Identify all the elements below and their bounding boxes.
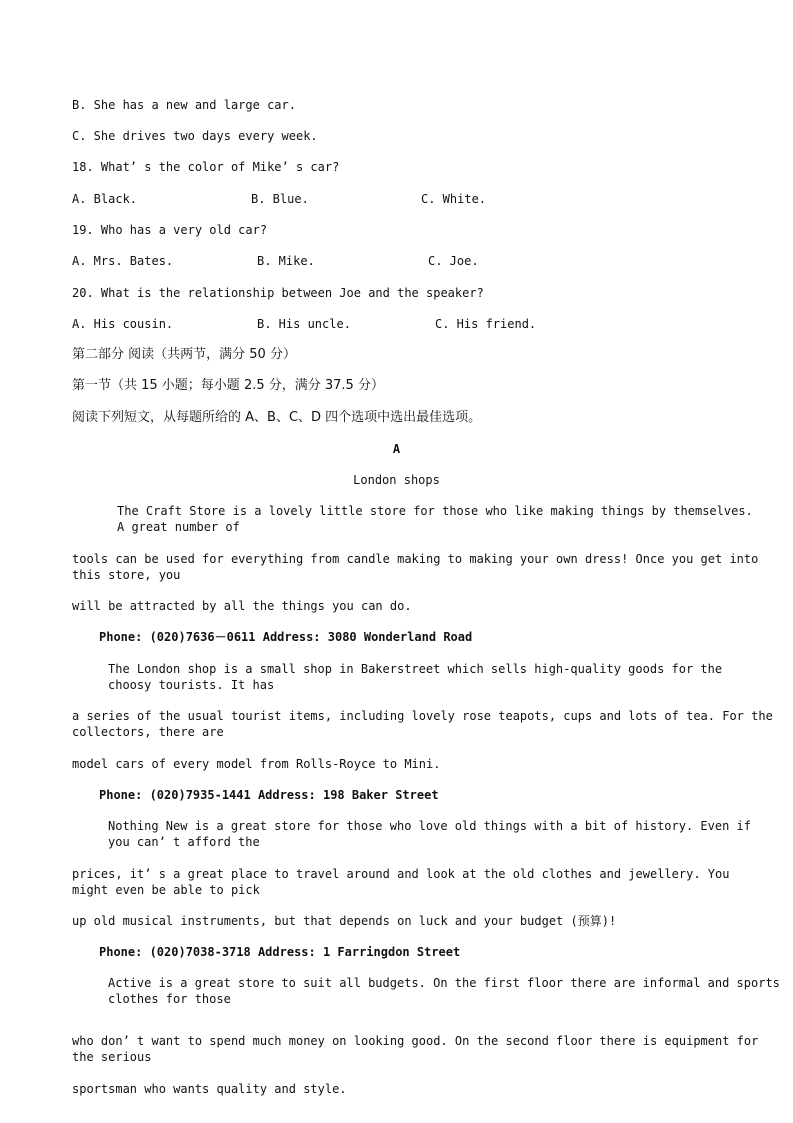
shop-2-paragraph-first: The London shop is a small shop in Bakerstreet which sells high-quality goods for the choosy tourists. It has xyxy=(108,662,723,692)
shop-1-paragraph-third: will be attracted by all the things you can do. xyxy=(72,599,412,613)
q19-option-c: C. Joe. xyxy=(428,254,479,268)
shop-3-paragraph-second: prices, it’ s a great place to travel around and look at the old clothes and jewellery. You might even be able to pick xyxy=(72,867,730,897)
q19-option-b: B. Mike. xyxy=(257,254,315,268)
passage-title: London shops xyxy=(353,473,440,487)
shop-2-paragraph-second: a series of the usual tourist items, including lovely rose teapots, cups and lots of tea. For the collectors, there are xyxy=(72,709,773,739)
shop-1-contact: Phone: (020)7636－0611 Address: 3080 Wonderland Road xyxy=(99,630,473,644)
q18-option-a: A. Black. xyxy=(72,192,138,206)
shop-3-paragraph-first: Nothing New is a great store for those who love old things with a bit of history. Even if you can’ t afford the xyxy=(108,819,751,849)
shop-4-paragraph-third: sportsman who wants quality and style. xyxy=(72,1082,347,1096)
q19-option-a: A. Mrs. Bates. xyxy=(72,254,174,268)
shop-4-paragraph-second: who don’ t want to spend much money on looking good. On the second floor there is equipment for the serious xyxy=(72,1034,759,1064)
shop-2-contact: Phone: (020)7935-1441 Address: 198 Baker Street xyxy=(99,788,439,802)
q20-option-c: C. His friend. xyxy=(435,317,537,331)
q20-option-b: B. His uncle. xyxy=(257,317,351,331)
q18-option-c: C. White. xyxy=(421,192,487,206)
shop-1-paragraph-second: tools can be used for everything from candle making to making your own dress! Once you get into this store, you xyxy=(72,552,759,582)
q19-stem: 19. Who has a very old car? xyxy=(72,223,268,237)
shop-4-paragraph-first: Active is a great store to suit all budgets. On the first floor there are informal and sports clothes for those xyxy=(108,976,780,1006)
q17-option-c: C. She drives two days every week. xyxy=(72,129,318,143)
sub-title: 第一节（共 15 小题；每小题 2.5 分，满分 37.5 分） xyxy=(72,378,384,393)
shop-3-paragraph-third: up old musical instruments, but that depends on luck and your budget (预算)! xyxy=(72,914,617,928)
passage-letter: A xyxy=(392,442,401,456)
q20-stem: 20. What is the relationship between Joe and the speaker? xyxy=(72,286,484,300)
part-title: 第二部分 阅读（共两节，满分 50 分） xyxy=(72,347,296,362)
instruction: 阅读下列短文，从每题所给的 A、B、C、D 四个选项中选出最佳选项。 xyxy=(72,410,482,425)
shop-2-paragraph-third: model cars of every model from Rolls-Royce to Mini. xyxy=(72,757,441,771)
shop-3-contact: Phone: (020)7038-3718 Address: 1 Farringdon Street xyxy=(99,945,461,959)
shop-1-paragraph-first: The Craft Store is a lovely little store for those who like making things by themselves. A great number of xyxy=(117,504,753,534)
q18-option-b: B. Blue. xyxy=(251,192,309,206)
q18-stem: 18. What’ s the color of Mike’ s car? xyxy=(72,160,340,174)
q17-option-b: B. She has a new and large car. xyxy=(72,98,296,112)
q20-option-a: A. His cousin. xyxy=(72,317,174,331)
